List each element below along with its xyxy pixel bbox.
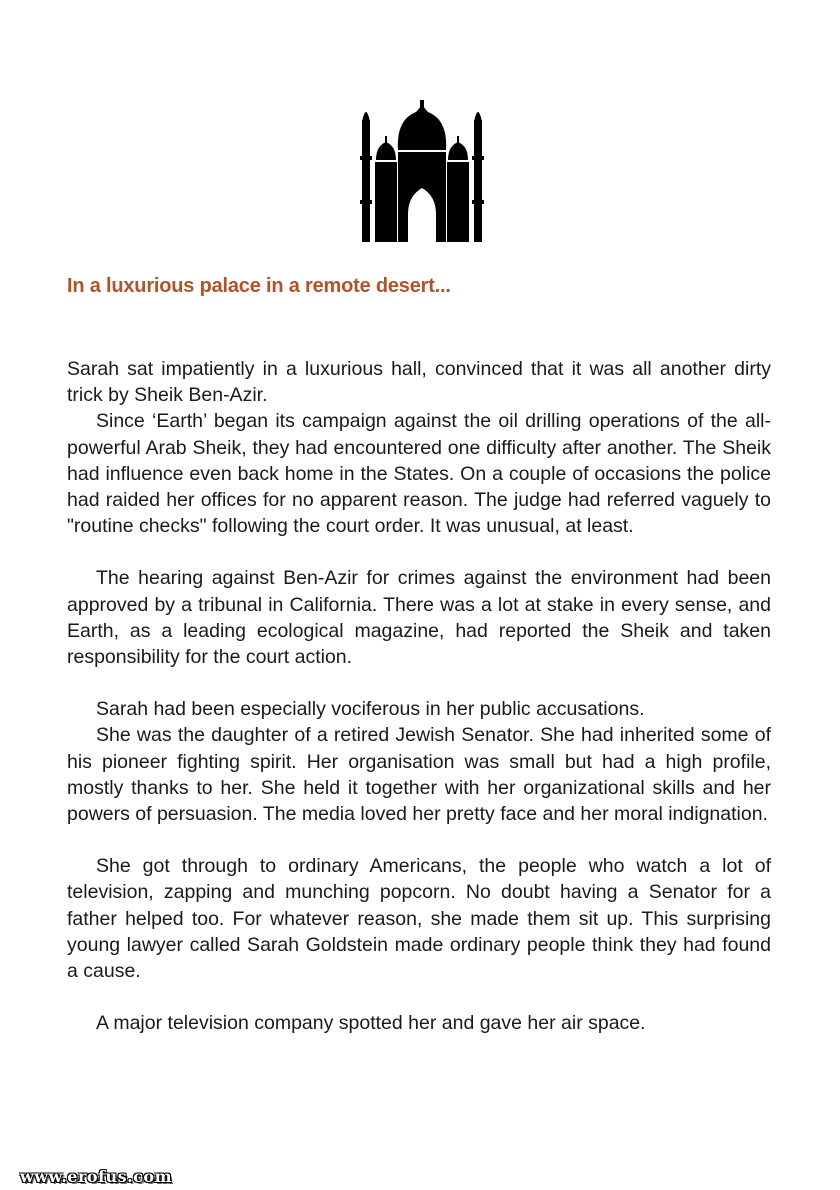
paragraph-7: A major television company spotted her and gave her air space. bbox=[96, 1012, 646, 1035]
paragraph-4: Sarah had been especially vociferous in her public accusations. bbox=[96, 698, 645, 721]
watermark-link[interactable]: www.erofus.com bbox=[20, 1167, 172, 1186]
paragraph-5: She was the daughter of a retired Jewish Senator. She had inherited some of his pioneer fighting spirit. Her organisation was small but had a high profile, mostly thanks to her. She held it together with her organizational skills and her powers of persuasion. The media loved her pretty face and her moral indignation. bbox=[67, 724, 771, 826]
paragraph-3: The hearing against Ben-Azir for crimes against the environment had been approved by a tribunal in California. There was a lot at stake in every sense, and Earth, as a leading ecological magazine, had reported the Sheik and taken responsibility for the court action. bbox=[67, 567, 771, 669]
paragraph-6: She got through to ordinary Americans, the people who watch a lot of television, zapping and munching popcorn. No doubt having a Senator for a father helped too. For whatever reason, she made them sit up. This surprising young lawyer called Sarah Goldstein made ordinary people think they had found a cause. bbox=[67, 855, 771, 983]
paragraph-1: Sarah sat impatiently in a luxurious hall, convinced that it was all another dirty trick by Sheik Ben-Azir. bbox=[67, 358, 771, 407]
story-text bbox=[67, 356, 771, 1036]
palace-silhouette-icon bbox=[358, 100, 486, 242]
paragraph-2: Since ‘Earth’ began its campaign against the oil drilling operations of the all-powerful Arab Sheik, they had encountered one difficulty after another. The Sheik had influence even back home in the States. On a couple of occasions the police had raided her offices for no apparent reason. The judge had referred vaguely to "routine checks" following the court order. It was unusual, at least. bbox=[67, 410, 771, 538]
chapter-heading: In a luxurious palace in a remote desert... bbox=[67, 275, 451, 297]
